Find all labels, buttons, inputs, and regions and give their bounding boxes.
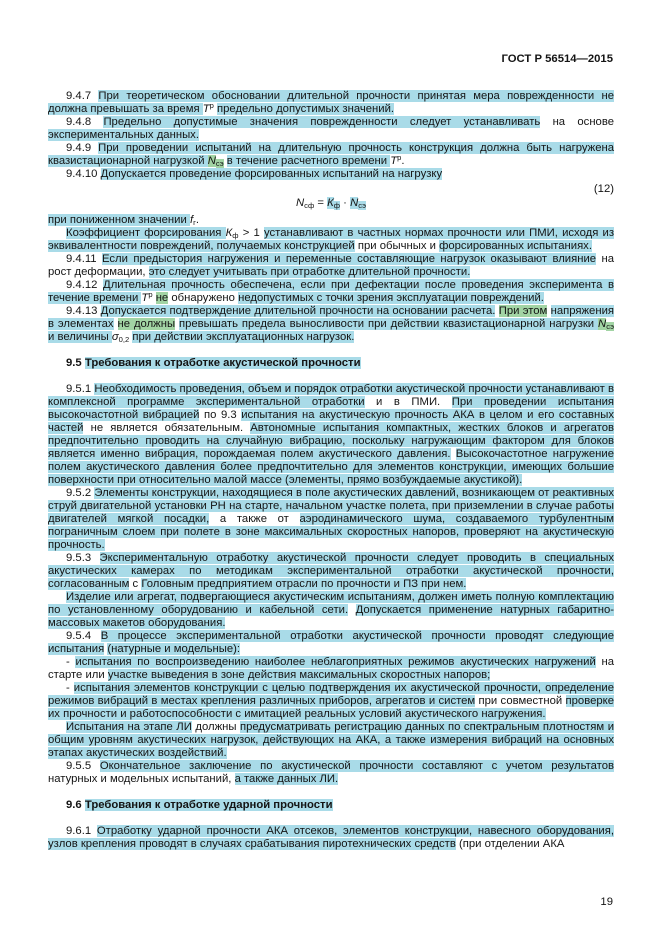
- highlighted-text: а также данных ЛИ.: [234, 773, 339, 785]
- highlighted-text: При этом: [498, 305, 548, 317]
- text-segment: р: [148, 290, 153, 299]
- highlighted-text: В процессе экспериментальной отработки акустической прочности проводят следующие испытания: [48, 630, 614, 655]
- highlighted-text: Допускается применение натурных габаритно-массовых макетов оборудования.: [48, 604, 615, 629]
- highlighted-text: Изделие или агрегат, подвергающиеся акустическим испытаниям, должен иметь полную комплектацию по установленному оборудованию и кабельной сети.: [48, 591, 614, 616]
- highlighted-text: N: [598, 318, 607, 330]
- paragraph: [48, 825, 614, 851]
- text-segment: и в ПМИ.: [364, 396, 452, 408]
- paragraph: [48, 253, 614, 279]
- highlighted-text: недопустимых с точки зрения эксплуатации повреждений.: [238, 292, 544, 304]
- text-segment: 9.4.9: [66, 142, 99, 154]
- highlighted-text: форсированных испытаниях.: [439, 240, 592, 252]
- section-heading: [48, 357, 614, 370]
- highlighted-text: Испытания на этапе ЛИ: [66, 721, 192, 733]
- text-segment: 9.4.12: [66, 279, 104, 291]
- text-segment: натурных и модельных испытаний,: [48, 773, 235, 785]
- highlighted-text: Длительная прочность обеспечена, если при дефектации после проведения эксперимента в течение времени: [48, 279, 614, 304]
- paragraph: [48, 487, 614, 552]
- highlighted-text: Окончательное заключение по акустической прочности составляют с учетом результатов: [99, 760, 615, 772]
- highlighted-text: Требования к отработке акустической прочности: [84, 357, 361, 369]
- highlighted-text: Необходимость проведения, объем и порядок отработки акустической прочности устанавливают в комплексной программе экспериментальной отработки: [48, 383, 615, 408]
- text-segment: 9.4.10: [66, 168, 101, 180]
- highlighted-text: аэродинамического шума, создаваемого турбулентным пограничным слоем при полете в зоне максимальных скоростных напоров, проверяют на акустическую прочность.: [48, 513, 614, 551]
- paragraph: [48, 227, 614, 253]
- text-segment: с: [129, 578, 142, 590]
- text-segment: [114, 318, 118, 330]
- text-segment: .: [195, 214, 199, 226]
- paragraph: [48, 168, 614, 181]
- highlighted-text: это следует учитывать при отработке длительной прочности.: [148, 266, 471, 278]
- text-segment: 9.5: [66, 357, 85, 369]
- paragraph: [48, 760, 614, 786]
- text-segment: 9.4.7: [66, 90, 99, 102]
- text-segment: 9.4.13: [66, 305, 101, 317]
- text-segment: Т: [202, 103, 210, 115]
- text-segment: 9.6: [66, 799, 85, 811]
- highlighted-text: напряжения в элементах: [48, 305, 614, 330]
- highlighted-text: При теоретическом обосновании длительной прочности принятая мера поврежденности не должна превышать за время: [48, 90, 614, 115]
- text-segment: 9.5.2: [66, 487, 95, 499]
- highlighted-text: испытания на акустическую прочность АКА в целом и его составных частей: [48, 409, 614, 434]
- formula-row: [48, 183, 614, 210]
- highlighted-text: Допускается проведение форсированных испытаний на нагрузку: [100, 168, 443, 180]
- paragraph: [48, 142, 614, 168]
- text-segment: должны: [191, 721, 240, 733]
- highlighted-text: Головным предприятием отрасли по прочности и ПЗ при нем.: [141, 578, 467, 590]
- highlighted-text: Допускается подтверждение длительной прочности на основании расчета.: [100, 305, 496, 317]
- highlighted-text: К: [327, 197, 334, 209]
- highlighted-text: экспериментальных данных.: [48, 129, 199, 141]
- highlighted-text: При проведении испытания высокочастотной вибрацией: [48, 396, 615, 421]
- text-segment: 9.4.8: [66, 116, 104, 128]
- paragraph: [48, 630, 614, 656]
- text-segment: ф: [232, 231, 239, 240]
- text-segment: > 1: [238, 227, 265, 239]
- highlighted-text: N: [207, 155, 216, 167]
- highlighted-text: сэ: [606, 322, 614, 331]
- text-segment: 9.6.1: [66, 825, 97, 837]
- text-segment: (при отделении АКА: [455, 838, 565, 850]
- text-segment: по 9.3: [199, 409, 242, 421]
- text-segment: Т: [390, 155, 398, 167]
- highlighted-text: (натурные и модельные):: [107, 643, 241, 655]
- text-segment: 9.4.11: [66, 253, 102, 265]
- highlighted-text: предельно допустимых значений.: [217, 103, 395, 115]
- paragraph: [48, 383, 614, 487]
- text-segment: К: [225, 227, 233, 239]
- formula-number: (12): [593, 183, 614, 195]
- document-code: ГОСТ Р 56514—2015: [501, 53, 613, 65]
- text-segment: на основе: [540, 116, 615, 128]
- text-segment: N: [296, 197, 305, 209]
- paragraph: [48, 90, 614, 116]
- highlighted-text: превышать предела выносливости при действии квазистационарной нагрузки: [179, 318, 599, 330]
- paragraph: [48, 682, 614, 721]
- highlighted-text: При проведении испытаний на длительную прочность конструкция должна быть нагружена квазистационарной нагрузкой: [48, 142, 615, 167]
- highlighted-text: сэ: [215, 159, 224, 168]
- highlighted-text: и величины: [48, 331, 112, 343]
- text-segment: а также от: [209, 513, 300, 525]
- highlighted-text: Коэффициент форсирования: [66, 227, 226, 239]
- text-segment: 9.5.5: [66, 760, 100, 772]
- highlighted-text: предусматривать регистрацию данных по спектральным плотностям и общим уровням акустических нагрузок, действующих на АКА, а также измерения вибраций на основных этапах акустических воздействий.: [48, 721, 614, 759]
- highlighted-text: не должны: [117, 318, 176, 330]
- paragraph: [48, 656, 614, 682]
- paragraph: [48, 591, 614, 630]
- text-segment: обнаружено: [168, 292, 239, 304]
- text-segment: г: [193, 218, 196, 227]
- highlighted-text: Отработку ударной прочности АКА отсеков, элементов конструкции, навесного оборудования, узлов крепления проводят в случаях срабатывания пиротехнических средств: [48, 825, 614, 850]
- text-segment: сф: [304, 201, 315, 210]
- section-heading: [48, 799, 614, 812]
- text-segment: на старте или: [48, 656, 614, 681]
- highlighted-text: не: [155, 292, 169, 304]
- paragraph: [48, 214, 614, 227]
- paragraph: [48, 552, 614, 591]
- highlighted-text: Если предыстория нагружения и переменные составляющие нагрузок оказывают влияние: [102, 253, 597, 265]
- highlighted-text: Экспериментальную отработку акустической прочности следует проводить в специальных акустических камерах по методикам экспериментальной отработки акустической прочности, согласованным: [48, 552, 614, 590]
- text-segment: Т: [141, 292, 149, 304]
- text-segment: р: [209, 101, 214, 110]
- text-segment: ·: [340, 197, 351, 209]
- text-segment: f: [189, 214, 194, 226]
- highlighted-text: N: [350, 197, 359, 209]
- paragraph: [48, 305, 614, 344]
- text-segment: -: [66, 682, 74, 694]
- text-segment: при совместной: [475, 695, 566, 707]
- highlighted-text: при действии эксплуатационных нагрузок.: [132, 331, 355, 343]
- text-segment: =: [314, 197, 328, 209]
- text-segment: на рост деформации,: [48, 253, 614, 278]
- highlighted-text: Высокочастотное нагружение полем акустического давления более предпочтительно для элементов конструкции, имеющих большие поверхности при относительно малой массе (элементы, прямо возбуждаемые акустикой).: [48, 448, 615, 486]
- formula: [48, 197, 614, 210]
- highlighted-text: проверке их прочности и работоспособности с имитацией реальных условий акустического нагружения.: [48, 695, 614, 720]
- page-number: 19: [600, 896, 613, 908]
- text-segment: не является обязательным.: [83, 422, 251, 434]
- highlighted-text: ф: [333, 201, 341, 210]
- text-segment: [348, 604, 356, 616]
- highlighted-text: испытания элементов конструкции с целью подтверждения их акустической прочности, определение режимов вибраций в местах крепления различных приборов, агрегатов и систем: [48, 682, 614, 707]
- document-content: [48, 90, 614, 851]
- text-segment: 0,2: [118, 335, 130, 344]
- paragraph: [48, 116, 614, 142]
- highlighted-text: Требования к отработке ударной прочности: [84, 799, 333, 811]
- highlighted-text: Элементы конструкции, находящиеся в поле акустических давлений, возникающем от реактивных струй двигательной установки РН на старте, начальном участке полета, при приземлении в случае работы двигателей мягкой посадки,: [48, 487, 615, 525]
- highlighted-text: Автономные испытания компактных, жестких блоков и агрегатов предпочтительно проводить на случайную вибрацию, поскольку нагружающим фактором для блоков является именно вибрация, порождаемая полем акустического давления.: [48, 422, 614, 460]
- text-segment: 9.5.1: [66, 383, 95, 395]
- text-segment: р: [397, 153, 402, 162]
- highlighted-text: испытания по воспроизведению наиболее неблагоприятных режимов акустических нагружений: [75, 656, 596, 668]
- highlighted-text: в течение расчетного времени: [226, 155, 391, 167]
- highlighted-text: Предельно допустимые значения поврежденности следует устанавливать: [103, 116, 541, 128]
- text-segment: σ: [111, 331, 119, 343]
- text-segment: [451, 448, 456, 460]
- text-segment: при обычных и: [354, 240, 440, 252]
- text-segment: -: [66, 656, 76, 668]
- highlighted-text: устанавливают в частных нормах прочности или ПМИ, исходя из эквивалентности повреждений, получаемых конструкцией: [48, 227, 614, 252]
- paragraph: [48, 721, 614, 760]
- highlighted-text: сэ: [358, 201, 366, 210]
- text-segment: .: [401, 155, 405, 167]
- text-segment: 9.5.3: [66, 552, 100, 564]
- highlighted-text: при пониженном значении: [48, 214, 190, 226]
- paragraph: [48, 279, 614, 305]
- highlighted-text: участке выведения в зоне действия максимальных скоростных напоров;: [107, 669, 491, 681]
- text-segment: 9.5.4: [66, 630, 101, 642]
